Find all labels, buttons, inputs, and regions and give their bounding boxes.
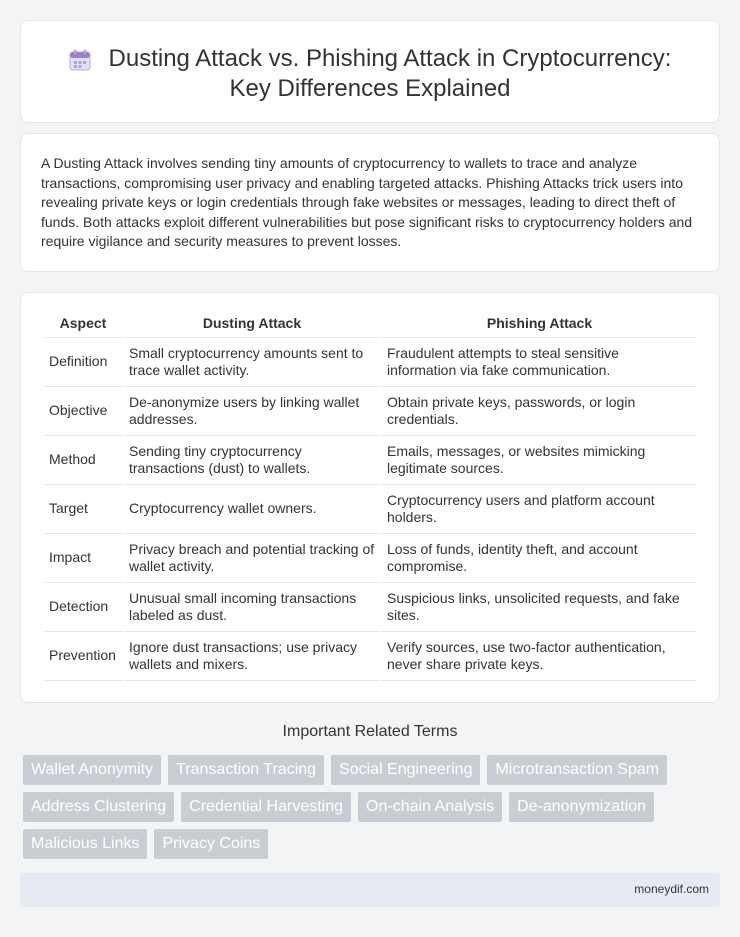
header-phishing: Phishing Attack: [382, 313, 697, 338]
cell-phishing: Suspicious links, unsolicited requests, and fake sites.: [382, 583, 697, 632]
cell-dusting: Ignore dust transactions; use privacy wallets and mixers.: [124, 632, 380, 681]
related-terms-title: Important Related Terms: [282, 723, 458, 740]
cell-phishing: Obtain private keys, passwords, or login credentials.: [382, 387, 697, 436]
table-row: [44, 387, 697, 436]
title-line-2: Key Differences Explained: [229, 75, 511, 102]
cell-aspect: Impact: [44, 534, 122, 583]
cell-aspect: Prevention: [44, 632, 122, 681]
related-term-tag[interactable]: Privacy Coins: [154, 829, 268, 859]
intro-card: [20, 133, 720, 272]
related-term-tag[interactable]: Malicious Links: [23, 829, 147, 859]
cell-dusting: Privacy breach and potential tracking of wallet activity.: [124, 534, 380, 583]
header-aspect: Aspect: [44, 313, 122, 338]
cell-aspect: Target: [44, 485, 122, 534]
table-row: [44, 436, 697, 485]
cell-aspect: Objective: [44, 387, 122, 436]
cell-dusting: De-anonymize users by linking wallet addresses.: [124, 387, 380, 436]
title-line-1: Dusting Attack vs. Phishing Attack in Cryptocurrency:: [108, 45, 672, 72]
cell-aspect: Method: [44, 436, 122, 485]
cell-phishing: Cryptocurrency users and platform account holders.: [382, 485, 697, 534]
header-dusting: Dusting Attack: [124, 313, 380, 338]
page-title: [21, 44, 719, 104]
related-term-tag[interactable]: Wallet Anonymity: [23, 755, 161, 785]
related-terms-list: [23, 755, 723, 859]
title-card: [20, 20, 720, 123]
related-term-tag[interactable]: Address Clustering: [23, 792, 174, 822]
intro-paragraph: A Dusting Attack involves sending tiny amounts of cryptocurrency to wallets to trace and analyze transactions, compromising user privacy and enabling targeted attacks. Phishing Attacks trick users into revealing private keys or login credentials through fake websites or messages, leading to direct theft of funds. Both attacks exploit different vulnerabilities but pose significant risks to cryptocurrency holders and require vigilance and security measures to prevent losses.: [41, 155, 693, 249]
cell-dusting: Sending tiny cryptocurrency transactions (dust) to wallets.: [124, 436, 380, 485]
comparison-table: [42, 313, 699, 681]
table-row: [44, 534, 697, 583]
cell-dusting: Unusual small incoming transactions labeled as dust.: [124, 583, 380, 632]
table-row: [44, 338, 697, 387]
comparison-card: [20, 292, 720, 703]
related-term-tag[interactable]: Transaction Tracing: [168, 755, 324, 785]
related-term-tag[interactable]: Microtransaction Spam: [487, 755, 667, 785]
related-term-tag[interactable]: Credential Harvesting: [181, 792, 351, 822]
related-term-tag[interactable]: De-anonymization: [509, 792, 654, 822]
cell-aspect: Detection: [44, 583, 122, 632]
cell-phishing: Verify sources, use two-factor authentication, never share private keys.: [382, 632, 697, 681]
cell-phishing: Emails, messages, or websites mimicking legitimate sources.: [382, 436, 697, 485]
table-row: [44, 632, 697, 681]
table-row: [44, 583, 697, 632]
cell-phishing: Loss of funds, identity theft, and account compromise.: [382, 534, 697, 583]
related-term-tag[interactable]: On-chain Analysis: [358, 792, 502, 822]
cell-phishing: Fraudulent attempts to steal sensitive information via fake communication.: [382, 338, 697, 387]
footer: [20, 873, 720, 907]
cell-dusting: Cryptocurrency wallet owners.: [124, 485, 380, 534]
cell-dusting: Small cryptocurrency amounts sent to trace wallet activity.: [124, 338, 380, 387]
footer-site: moneydif.com: [634, 882, 709, 896]
cell-aspect: Definition: [44, 338, 122, 387]
table-header-row: [44, 313, 697, 338]
table-row: [44, 485, 697, 534]
related-term-tag[interactable]: Social Engineering: [331, 755, 480, 785]
